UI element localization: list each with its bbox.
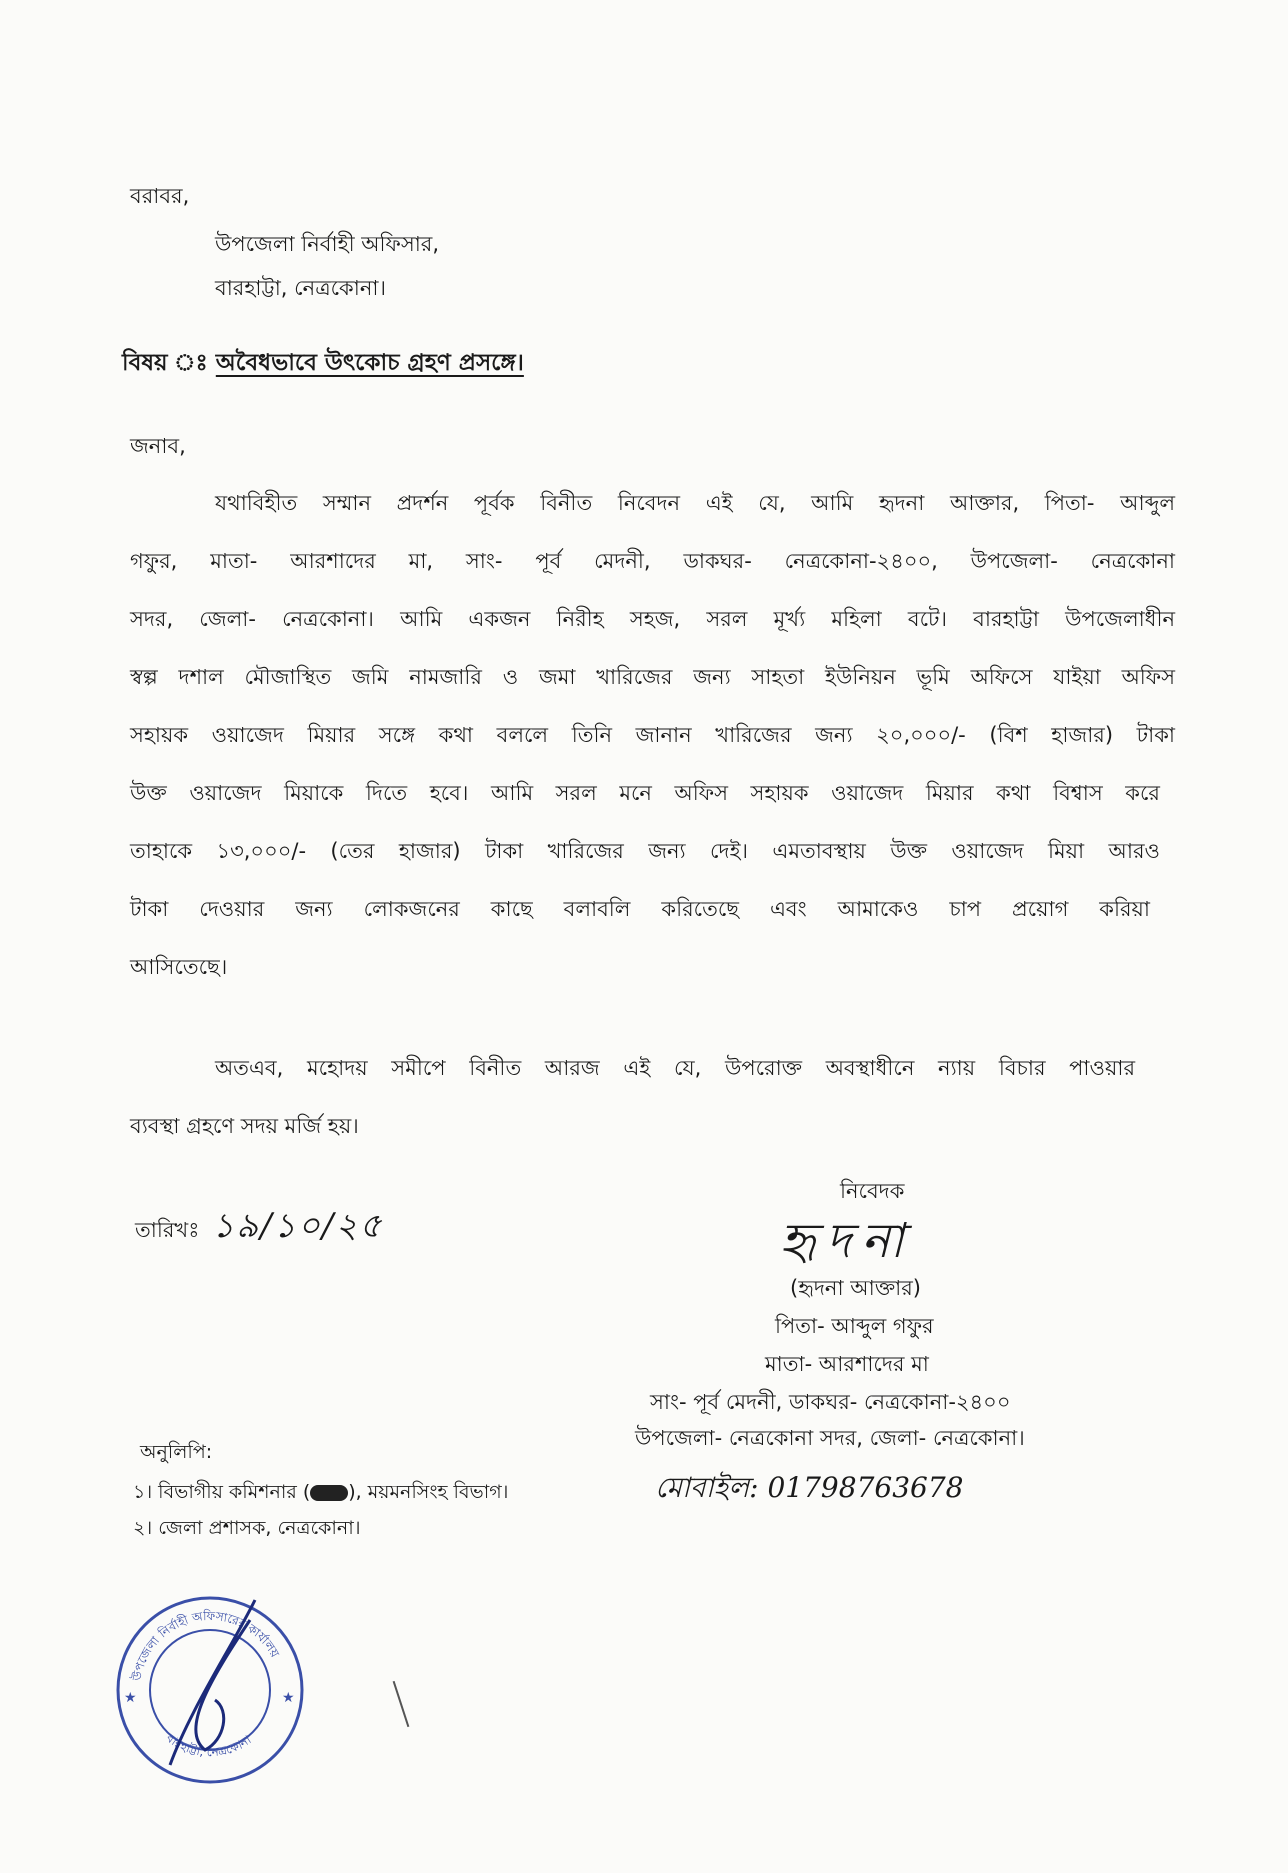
recipient-line-2: বারহাট্টা, নেত্রকোনা। bbox=[215, 276, 386, 300]
copy-item-2: ২। জেলা প্রশাসক, নেত্রকোনা। bbox=[133, 1517, 361, 1539]
office-seal bbox=[110, 1590, 310, 1790]
body-line-3: সদর, জেলা- নেত্রকোনা। আমি একজন নিরীহ সহজ, সরল মূর্খ্য মহিলা বটে। বারহাট্টা উপজেলাধীন bbox=[130, 607, 1175, 631]
body-line-4: স্বল্প দশাল মৌজাস্থিত জমি নামজারি ও জমা খারিজের জন্য সাহতা ইউনিয়ন ভূমি অফিসে যাইয়া অফিস bbox=[130, 665, 1175, 689]
seal-star-right: ★ bbox=[282, 1690, 295, 1706]
signatory-mobile: মোবাইল: 01798763678 bbox=[655, 1471, 964, 1504]
redaction-blot bbox=[310, 1485, 348, 1501]
signatory-father: পিতা- আব্দুল গফুর bbox=[775, 1314, 934, 1338]
stray-mark bbox=[393, 1681, 410, 1727]
body-line-7: তাহাকে ১৩,০০০/- (তের হাজার) টাকা খারিজের জন্য দেই। এমতাবস্থায় উক্ত ওয়াজেদ মিয়া আরও bbox=[130, 839, 1160, 863]
recipient-line-1: উপজেলা নির্বাহী অফিসার, bbox=[215, 232, 440, 256]
date-value: ১৯/১০/২৫ bbox=[212, 1206, 384, 1246]
date-label: তারিখঃ bbox=[135, 1218, 200, 1242]
seal-top-text: উপজেলা নির্বাহী অফিসারের কার্যালয় bbox=[129, 1608, 283, 1682]
signatory-mother: মাতা- আরশাদের মা bbox=[765, 1352, 929, 1376]
body-line-8: টাকা দেওয়ার জন্য লোকজনের কাছে বলাবলি করিতেছে এবং আমাকেও চাপ প্রয়োগ করিয়া bbox=[130, 897, 1150, 921]
signatory-address-2: উপজেলা- নেত্রকোনা সদর, জেলা- নেত্রকোনা। bbox=[635, 1426, 1025, 1450]
closing-line-2: ব্যবস্থা গ্রহণে সদয় মর্জি হয়। bbox=[130, 1114, 359, 1138]
subject-line bbox=[122, 344, 524, 383]
body-line-1: যথাবিহীত সম্মান প্রদর্শন পূর্বক বিনীত নিবেদন এই যে, আমি হৃদনা আক্তার, পিতা- আব্দুল bbox=[215, 491, 1175, 515]
signatory-name: (হৃদনা আক্তার) bbox=[790, 1276, 921, 1300]
copies-heading: অনুলিপি: bbox=[140, 1441, 213, 1463]
signature-scribble: হৃদনা bbox=[780, 1213, 914, 1269]
body-line-6: উক্ত ওয়াজেদ মিয়াকে দিতে হবে। আমি সরল মনে অফিস সহায়ক ওয়াজেদ মিয়ার কথা বিশ্বাস করে bbox=[130, 781, 1160, 805]
signature-heading: নিবেদক bbox=[840, 1179, 905, 1203]
signatory-address-1: সাং- পূর্ব মেদনী, ডাকঘর- নেত্রকোনা-২৪০০ bbox=[650, 1390, 1011, 1414]
seal-star-left: ★ bbox=[124, 1690, 137, 1706]
body-line-9: আসিতেছে। bbox=[130, 955, 228, 979]
body-line-2: গফুর, মাতা- আরশাদের মা, সাং- পূর্ব মেদনী, ডাকঘর- নেত্রকোনা-২৪০০, উপজেলা- নেত্রকোনা bbox=[130, 549, 1175, 573]
salutation-to: বরাবর, bbox=[130, 184, 190, 208]
date-line bbox=[135, 1200, 383, 1257]
subject-text: অবৈধভাবে উৎকোচ গ্রহণ প্রসঙ্গে। bbox=[215, 350, 524, 376]
greeting: জনাব, bbox=[130, 434, 186, 458]
copy-item-1: ১। বিভাগীয় কমিশনার ( ), ময়মনসিংহ বিভাগ। bbox=[133, 1481, 509, 1503]
body-line-5: সহায়ক ওয়াজেদ মিয়ার সঙ্গে কথা বললে তিনি জানান খারিজের জন্য ২০,০০০/- (বিশ হাজার) টাকা bbox=[130, 723, 1175, 747]
closing-line-1: অতএব, মহোদয় সমীপে বিনীত আরজ এই যে, উপরোক্ত অবস্থাধীনে ন্যায় বিচার পাওয়ার bbox=[215, 1056, 1135, 1080]
seal-bottom-text: বারহাট্টা, নেত্রকোনা bbox=[163, 1730, 254, 1760]
seal-graphic bbox=[110, 1590, 310, 1790]
subject-label: বিষয় ঃ bbox=[122, 350, 208, 376]
